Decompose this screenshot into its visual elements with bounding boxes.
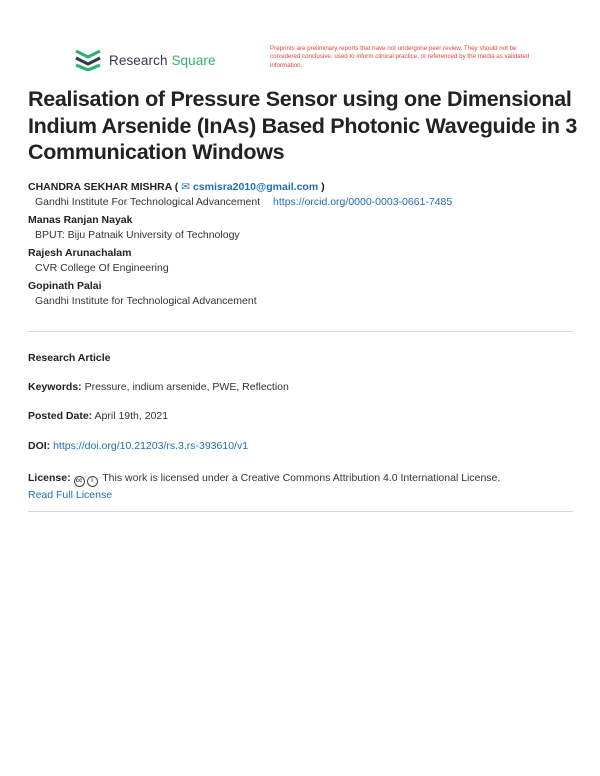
divider: [28, 511, 573, 512]
logo-wordmark: Research Square: [109, 52, 216, 68]
paper-title: Realisation of Pressure Sensor using one Dimensional Indium Arsenide (InAs) Based Photonic Waveguide in 3 Communication Windows: [28, 87, 578, 164]
author-affiliation: Gandhi Institute For Technological Advancement https://orcid.org/0000-0003-0661-7485: [35, 196, 453, 208]
author-email-link[interactable]: ✉ csmisra2010@gmail.com: [181, 181, 319, 193]
author-name: Manas Ranjan Nayak: [28, 214, 133, 226]
read-full-license-link[interactable]: Read Full License: [28, 489, 113, 501]
doi-link[interactable]: https://doi.org/10.21203/rs.3.rs-393610/v1: [53, 440, 249, 452]
author-list: [28, 180, 580, 312]
preprint-notice: Preprints are preliminary reports that have not undergone peer review. They should not be considered conclusive, used to inform clinical practice, or referenced by the media as validated information.: [270, 45, 530, 69]
posted-date: Posted Date: April 19th, 2021: [28, 410, 169, 422]
creative-commons-icon: cc: [74, 476, 85, 487]
divider: [28, 331, 573, 332]
research-square-logo-icon: [74, 49, 102, 71]
research-square-logo[interactable]: [74, 49, 216, 71]
author-affiliation: CVR College Of Engineering: [35, 262, 169, 274]
license: License: cc i This work is licensed under a Creative Commons Attribution 4.0 International License. Read Full License: [28, 472, 501, 501]
attribution-icon: i: [87, 476, 98, 487]
author-affiliation: Gandhi Institute for Technological Advancement: [35, 295, 257, 307]
keywords: Keywords: Pressure, indium arsenide, PWE, Reflection: [28, 381, 289, 393]
author-affiliation: BPUT: Biju Patnaik University of Technology: [35, 229, 240, 241]
article-type: Research Article: [28, 352, 111, 364]
author-name: Rajesh Arunachalam: [28, 247, 132, 259]
orcid-link[interactable]: https://orcid.org/0000-0003-0661-7485: [273, 196, 453, 208]
author-name: Gopinath Palai: [28, 280, 102, 292]
author-name: CHANDRA SEKHAR MISHRA ( ✉ csmisra2010@gmail.com ): [28, 181, 325, 193]
doi: DOI: https://doi.org/10.21203/rs.3.rs-393610/v1: [28, 440, 249, 452]
